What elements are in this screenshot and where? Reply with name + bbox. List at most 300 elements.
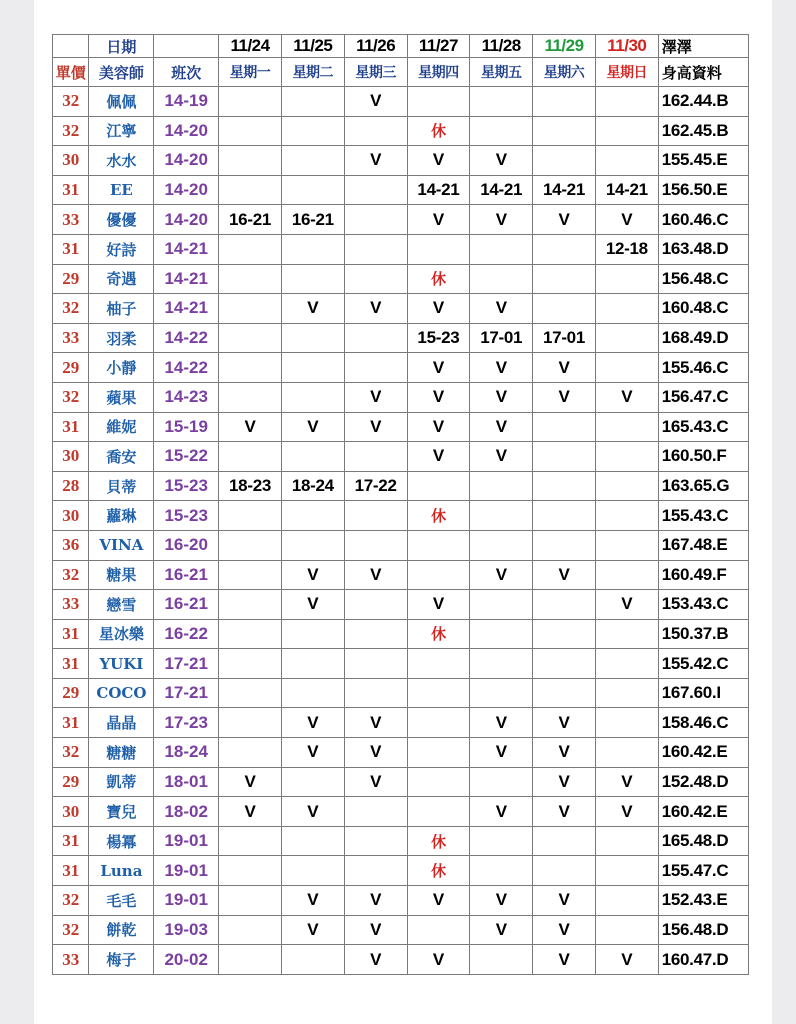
day-cell: V: [533, 382, 596, 412]
body-data-cell: 163.65.G: [658, 471, 748, 501]
day-cell: [595, 678, 658, 708]
day-cell: [595, 738, 658, 768]
day-cell: [219, 678, 282, 708]
day-cell: [407, 530, 470, 560]
price-cell: 29: [53, 264, 89, 294]
body-data-cell: 156.50.E: [658, 175, 748, 205]
day-cell: [470, 530, 533, 560]
day-cell: V: [281, 708, 344, 738]
table-row: [53, 856, 749, 886]
day-cell: V: [281, 915, 344, 945]
body-title: 澤澤: [658, 35, 748, 58]
day-cell: [533, 146, 596, 176]
body-data-cell: 153.43.C: [658, 590, 748, 620]
day-cell: [407, 797, 470, 827]
table-row: [53, 915, 749, 945]
day-cell: [470, 234, 533, 264]
body-data-cell: 155.43.C: [658, 501, 748, 531]
table-row: [53, 264, 749, 294]
day-cell: [219, 116, 282, 146]
day-cell: [219, 826, 282, 856]
day-cell: [219, 560, 282, 590]
day-cell: [470, 590, 533, 620]
table-row: [53, 619, 749, 649]
weekday-header: 星期六: [533, 58, 596, 87]
schedule-table: [52, 34, 749, 975]
day-cell: [344, 590, 407, 620]
body-data-cell: 160.46.C: [658, 205, 748, 235]
body-data-cell: 155.45.E: [658, 146, 748, 176]
header-empty-cell: [154, 35, 219, 58]
day-cell: [595, 530, 658, 560]
day-cell: [281, 826, 344, 856]
day-cell: [407, 471, 470, 501]
day-cell: V: [533, 767, 596, 797]
day-cell: V: [344, 915, 407, 945]
day-cell: [344, 264, 407, 294]
price-cell: 29: [53, 767, 89, 797]
day-cell: [281, 175, 344, 205]
day-cell: [219, 501, 282, 531]
price-cell: 32: [53, 738, 89, 768]
day-cell: 16-21: [281, 205, 344, 235]
day-cell: [470, 767, 533, 797]
day-cell: [281, 649, 344, 679]
stylist-name: EE: [89, 175, 154, 205]
shift-cell: 14-21: [154, 264, 219, 294]
day-cell: [595, 826, 658, 856]
day-cell: [533, 530, 596, 560]
table-row: [53, 87, 749, 117]
date-header-sunday: 11/30: [595, 35, 658, 58]
day-cell: [595, 501, 658, 531]
day-cell: [281, 264, 344, 294]
stylist-name: 喬安: [89, 442, 154, 472]
day-cell: V: [595, 945, 658, 975]
day-cell: [344, 649, 407, 679]
day-cell: [344, 442, 407, 472]
day-cell: [595, 294, 658, 324]
day-cell: [595, 560, 658, 590]
shift-cell: 15-23: [154, 501, 219, 531]
stylist-name: COCO: [89, 678, 154, 708]
day-cell: 14-21: [407, 175, 470, 205]
day-cell: [407, 708, 470, 738]
day-cell: [219, 649, 282, 679]
stylist-name: 水水: [89, 146, 154, 176]
day-cell: [533, 264, 596, 294]
table-row: [53, 116, 749, 146]
day-cell: [407, 767, 470, 797]
shift-cell: 15-23: [154, 471, 219, 501]
day-cell: [219, 264, 282, 294]
header-empty-cell: [53, 35, 89, 58]
day-cell: [219, 146, 282, 176]
stylist-name: 優優: [89, 205, 154, 235]
body-data-cell: 160.49.F: [658, 560, 748, 590]
day-cell: V: [595, 767, 658, 797]
day-cell: V: [281, 797, 344, 827]
day-cell: [533, 116, 596, 146]
stylist-name: Luna: [89, 856, 154, 886]
day-cell: V: [470, 886, 533, 916]
day-cell: [281, 530, 344, 560]
day-cell: [344, 205, 407, 235]
day-cell: [219, 619, 282, 649]
table-row: [53, 649, 749, 679]
shift-cell: 18-01: [154, 767, 219, 797]
day-cell: V: [407, 945, 470, 975]
day-cell: [281, 382, 344, 412]
day-cell: [219, 87, 282, 117]
day-cell: [219, 886, 282, 916]
day-cell: [219, 945, 282, 975]
date-header: 11/24: [219, 35, 282, 58]
day-cell: [219, 590, 282, 620]
day-cell: [407, 87, 470, 117]
day-cell: V: [533, 886, 596, 916]
body-data-cell: 160.48.C: [658, 294, 748, 324]
price-cell: 32: [53, 294, 89, 324]
day-cell: [344, 856, 407, 886]
day-cell: [219, 442, 282, 472]
day-cell: [470, 264, 533, 294]
day-cell: [533, 234, 596, 264]
stylist-name: 糖糖: [89, 738, 154, 768]
day-cell: [595, 353, 658, 383]
body-data-cell: 155.47.C: [658, 856, 748, 886]
shift-cell: 15-22: [154, 442, 219, 472]
stylist-name: 寶兒: [89, 797, 154, 827]
day-cell: V: [407, 294, 470, 324]
weekday-header: 星期一: [219, 58, 282, 87]
day-cell: V: [533, 353, 596, 383]
table-row: [53, 767, 749, 797]
table-row: [53, 530, 749, 560]
price-cell: 31: [53, 234, 89, 264]
day-cell: [344, 323, 407, 353]
day-cell: V: [533, 708, 596, 738]
day-cell: [281, 353, 344, 383]
day-cell: 17-22: [344, 471, 407, 501]
day-cell: 休: [407, 856, 470, 886]
price-cell: 30: [53, 501, 89, 531]
table-row: [53, 146, 749, 176]
body-data-cell: 155.42.C: [658, 649, 748, 679]
day-cell: 休: [407, 116, 470, 146]
day-cell: V: [407, 590, 470, 620]
body-data-cell: 165.48.D: [658, 826, 748, 856]
day-cell: 休: [407, 264, 470, 294]
day-cell: V: [407, 382, 470, 412]
body-data-cell: 158.46.C: [658, 708, 748, 738]
stylist-name: 楊冪: [89, 826, 154, 856]
day-cell: V: [470, 797, 533, 827]
body-data-cell: 160.47.D: [658, 945, 748, 975]
body-data-cell: 167.48.E: [658, 530, 748, 560]
day-cell: [281, 945, 344, 975]
body-data-cell: 160.42.E: [658, 738, 748, 768]
shift-cell: 19-01: [154, 886, 219, 916]
day-cell: [344, 234, 407, 264]
day-cell: V: [344, 560, 407, 590]
day-cell: V: [281, 886, 344, 916]
shift-cell: 14-22: [154, 323, 219, 353]
table-row: [53, 175, 749, 205]
body-data-cell: 165.43.C: [658, 412, 748, 442]
body-data-cell: 162.44.B: [658, 87, 748, 117]
day-cell: V: [407, 412, 470, 442]
body-data-cell: 156.48.C: [658, 264, 748, 294]
day-cell: [595, 619, 658, 649]
shift-cell: 14-20: [154, 175, 219, 205]
day-cell: 16-21: [219, 205, 282, 235]
day-cell: [470, 678, 533, 708]
day-cell: [595, 915, 658, 945]
day-cell: V: [344, 146, 407, 176]
weekday-header: 星期四: [407, 58, 470, 87]
day-cell: V: [470, 708, 533, 738]
day-cell: [281, 501, 344, 531]
shift-cell: 14-20: [154, 205, 219, 235]
day-cell: V: [533, 205, 596, 235]
day-cell: [281, 234, 344, 264]
date-label: 日期: [89, 35, 154, 58]
day-cell: [281, 87, 344, 117]
table-row: [53, 945, 749, 975]
price-cell: 32: [53, 382, 89, 412]
stylist-name: 羽柔: [89, 323, 154, 353]
day-cell: V: [470, 382, 533, 412]
day-cell: 14-21: [595, 175, 658, 205]
price-cell: 29: [53, 678, 89, 708]
day-cell: V: [470, 353, 533, 383]
day-cell: V: [533, 560, 596, 590]
day-cell: 17-01: [470, 323, 533, 353]
body-data-cell: 167.60.I: [658, 678, 748, 708]
day-cell: V: [219, 797, 282, 827]
day-cell: V: [281, 590, 344, 620]
stylist-name: 晶晶: [89, 708, 154, 738]
day-cell: V: [595, 382, 658, 412]
day-cell: V: [344, 294, 407, 324]
day-cell: [219, 530, 282, 560]
day-cell: [281, 619, 344, 649]
shift-cell: 19-03: [154, 915, 219, 945]
date-header: 11/28: [470, 35, 533, 58]
price-cell: 31: [53, 175, 89, 205]
day-cell: V: [407, 205, 470, 235]
table-row: [53, 590, 749, 620]
day-cell: [344, 175, 407, 205]
day-cell: [595, 323, 658, 353]
table-row: [53, 738, 749, 768]
table-row: [53, 294, 749, 324]
day-cell: [533, 87, 596, 117]
day-cell: [470, 826, 533, 856]
stylist-name: 柚子: [89, 294, 154, 324]
stylist-name: 戀雪: [89, 590, 154, 620]
shift-cell: 14-20: [154, 116, 219, 146]
day-cell: [533, 471, 596, 501]
day-cell: [344, 797, 407, 827]
price-cell: 30: [53, 797, 89, 827]
day-cell: [344, 826, 407, 856]
stylist-name: VINA: [89, 530, 154, 560]
body-data-cell: 156.48.D: [658, 915, 748, 945]
day-cell: V: [344, 412, 407, 442]
day-cell: 休: [407, 826, 470, 856]
day-cell: [595, 116, 658, 146]
body-data-cell: 152.43.E: [658, 886, 748, 916]
stylist-name: 梅子: [89, 945, 154, 975]
table-row: [53, 442, 749, 472]
body-data-cell: 155.46.C: [658, 353, 748, 383]
price-cell: 33: [53, 205, 89, 235]
weekday-header: 星期二: [281, 58, 344, 87]
price-cell: 32: [53, 116, 89, 146]
day-cell: V: [470, 560, 533, 590]
price-cell: 31: [53, 708, 89, 738]
shift-cell: 19-01: [154, 856, 219, 886]
price-cell: 30: [53, 442, 89, 472]
shift-cell: 18-02: [154, 797, 219, 827]
table-row: [53, 234, 749, 264]
table-row: [53, 471, 749, 501]
day-cell: V: [281, 738, 344, 768]
table-row: [53, 708, 749, 738]
day-cell: V: [281, 294, 344, 324]
weekday-header: 星期五: [470, 58, 533, 87]
day-cell: V: [595, 205, 658, 235]
body-data-cell: 168.49.D: [658, 323, 748, 353]
date-header-saturday: 11/29: [533, 35, 596, 58]
day-cell: V: [344, 382, 407, 412]
day-cell: [595, 471, 658, 501]
table-row: [53, 353, 749, 383]
table-row: [53, 205, 749, 235]
day-cell: [281, 323, 344, 353]
day-cell: 休: [407, 501, 470, 531]
day-cell: 12-18: [595, 234, 658, 264]
day-cell: [595, 264, 658, 294]
shift-cell: 16-21: [154, 560, 219, 590]
day-cell: V: [344, 87, 407, 117]
day-cell: [407, 738, 470, 768]
table-row: [53, 886, 749, 916]
shift-cell: 15-19: [154, 412, 219, 442]
stylist-name: 江寧: [89, 116, 154, 146]
day-cell: [533, 412, 596, 442]
stylist-name: 糖果: [89, 560, 154, 590]
table-row: [53, 323, 749, 353]
day-cell: [595, 856, 658, 886]
day-cell: 18-23: [219, 471, 282, 501]
shift-cell: 14-21: [154, 234, 219, 264]
day-cell: [533, 678, 596, 708]
day-cell: [533, 856, 596, 886]
day-cell: [219, 323, 282, 353]
day-cell: [219, 382, 282, 412]
price-cell: 33: [53, 590, 89, 620]
header-row-dates: [53, 35, 749, 58]
shift-cell: 17-21: [154, 678, 219, 708]
shift-cell: 18-24: [154, 738, 219, 768]
day-cell: V: [533, 945, 596, 975]
schedule-page: [34, 0, 772, 1024]
day-cell: V: [344, 945, 407, 975]
day-cell: V: [344, 767, 407, 797]
day-cell: [533, 826, 596, 856]
shift-cell: 14-20: [154, 146, 219, 176]
weekday-header-sunday: 星期日: [595, 58, 658, 87]
day-cell: V: [470, 205, 533, 235]
body-data-cell: 150.37.B: [658, 619, 748, 649]
day-cell: V: [533, 915, 596, 945]
price-header: 單價: [53, 58, 89, 87]
stylist-name: 維妮: [89, 412, 154, 442]
day-cell: [470, 116, 533, 146]
day-cell: V: [595, 797, 658, 827]
stylist-name: 毛毛: [89, 886, 154, 916]
day-cell: [533, 649, 596, 679]
day-cell: V: [407, 886, 470, 916]
day-cell: [595, 886, 658, 916]
day-cell: [470, 649, 533, 679]
price-cell: 31: [53, 619, 89, 649]
price-cell: 31: [53, 856, 89, 886]
day-cell: [281, 767, 344, 797]
day-cell: [595, 442, 658, 472]
price-cell: 32: [53, 87, 89, 117]
day-cell: [595, 708, 658, 738]
day-cell: V: [281, 412, 344, 442]
day-cell: [344, 678, 407, 708]
shift-cell: 14-23: [154, 382, 219, 412]
day-cell: [344, 116, 407, 146]
shift-cell: 14-19: [154, 87, 219, 117]
body-data-cell: 160.42.E: [658, 797, 748, 827]
shift-header: 班次: [154, 58, 219, 87]
day-cell: V: [407, 442, 470, 472]
stylist-name: 凱蒂: [89, 767, 154, 797]
table-row: [53, 501, 749, 531]
day-cell: V: [470, 294, 533, 324]
day-cell: [595, 146, 658, 176]
price-cell: 32: [53, 886, 89, 916]
date-header: 11/25: [281, 35, 344, 58]
day-cell: [533, 294, 596, 324]
day-cell: 15-23: [407, 323, 470, 353]
day-cell: V: [281, 560, 344, 590]
day-cell: [281, 442, 344, 472]
stylist-name: 小靜: [89, 353, 154, 383]
day-cell: [219, 294, 282, 324]
shift-cell: 17-21: [154, 649, 219, 679]
day-cell: V: [470, 442, 533, 472]
shift-cell: 14-21: [154, 294, 219, 324]
day-cell: V: [344, 708, 407, 738]
day-cell: 14-21: [470, 175, 533, 205]
shift-cell: 19-01: [154, 826, 219, 856]
day-cell: [219, 708, 282, 738]
header-row-labels: [53, 58, 749, 87]
table-row: [53, 382, 749, 412]
day-cell: [219, 353, 282, 383]
day-cell: [219, 738, 282, 768]
day-cell: V: [219, 412, 282, 442]
day-cell: [470, 471, 533, 501]
